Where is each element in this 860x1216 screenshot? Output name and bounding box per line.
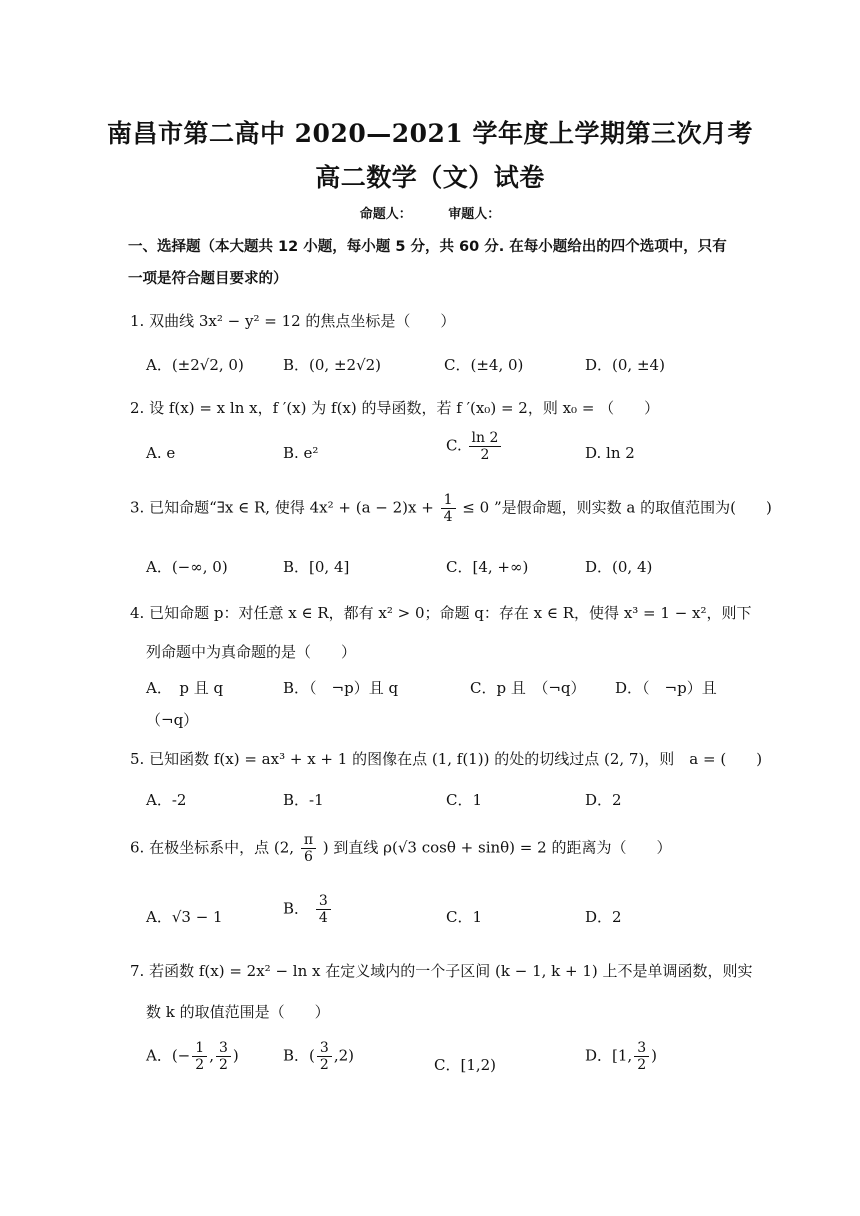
reviewer-label: 审题人： xyxy=(448,207,501,222)
fraction-numerator: ln 2 xyxy=(469,430,502,447)
option-c: C．1 xyxy=(446,908,483,926)
option-a: A． p 且 q xyxy=(146,679,224,697)
question-number: 7. xyxy=(130,962,145,980)
option-c: C．(±4, 0) xyxy=(444,356,524,374)
fraction xyxy=(317,1040,332,1073)
question-number: 5. xyxy=(130,750,145,768)
question-stem-start: 已知命题“∃x ∈ R, 使得 4x² + (a − 2)x + xyxy=(149,498,434,517)
question-2 xyxy=(130,397,659,418)
fraction-denominator: 4 xyxy=(318,910,328,927)
option-label: B． xyxy=(283,899,310,918)
question-number: 1. xyxy=(130,312,145,330)
fraction xyxy=(316,893,331,926)
exam-subtitle: 高二数学（文）试卷 xyxy=(315,163,545,192)
fraction xyxy=(301,832,316,865)
option-d-continued: （¬q） xyxy=(146,711,199,729)
option-suffix: ) xyxy=(232,1046,239,1065)
option-d: D. ln 2 xyxy=(585,444,635,462)
question-6 xyxy=(130,832,671,865)
option-c: C．p 且 （¬q） xyxy=(470,679,586,697)
fraction xyxy=(469,430,502,463)
option-a: A．(±2√2, 0) xyxy=(146,356,244,374)
section-heading-line1: 一、选择题（本大题共 12 小题，每小题 5 分，共 60 分. 在每小题给出的四个选项中，只有 xyxy=(128,239,727,255)
option-suffix: ,2) xyxy=(333,1046,354,1065)
option-a: A．(−∞, 0) xyxy=(146,558,228,576)
fraction-denominator: 2 xyxy=(319,1057,329,1074)
question-number: 4. xyxy=(130,604,145,622)
option-b: B．-1 xyxy=(283,791,324,809)
fraction-denominator: 2 xyxy=(218,1057,228,1074)
fraction-denominator: 4 xyxy=(443,509,453,526)
option-label: C. xyxy=(446,436,462,455)
option-c: C．1 xyxy=(446,791,483,809)
question-number: 3. xyxy=(130,498,145,517)
option-a: A．√3 − 1 xyxy=(146,908,223,926)
fraction-numerator: 3 xyxy=(634,1040,649,1057)
question-stem-line2: 列命题中为真命题的是（ ） xyxy=(146,643,357,661)
question-stem-start: 在极坐标系中，点 (2, xyxy=(149,838,295,857)
option-b: B．(0, ±2√2) xyxy=(283,356,382,374)
fraction-denominator: 2 xyxy=(480,447,490,464)
option-b: B．（ ¬p）且 q xyxy=(283,679,399,697)
question-1 xyxy=(130,310,455,331)
authors-line xyxy=(0,203,860,222)
question-number: 2. xyxy=(130,399,145,417)
question-stem: 双曲线 3x² − y² = 12 的焦点坐标是（ ） xyxy=(149,312,456,330)
option-c xyxy=(446,430,503,463)
option-a: A. e xyxy=(146,444,176,462)
option-b xyxy=(283,893,333,926)
fraction-numerator: 3 xyxy=(216,1040,231,1057)
option-d: D．（ ¬p）且 xyxy=(615,679,717,697)
fraction-numerator: 1 xyxy=(441,492,456,509)
fraction-numerator: π xyxy=(301,832,316,849)
option-d xyxy=(585,1040,657,1073)
setter-label: 命题人： xyxy=(359,207,412,222)
option-label: B．( xyxy=(283,1046,315,1065)
question-stem: 已知函数 f(x) = ax³ + x + 1 的图像在点 (1, f(1)) 的处的切线过点 (2, 7)，则 a = ( ) xyxy=(149,750,763,768)
option-b xyxy=(283,1040,354,1073)
question-stem-line2: 数 k 的取值范围是（ ） xyxy=(146,1003,330,1021)
option-d: D．2 xyxy=(585,791,622,809)
option-d: D．2 xyxy=(585,908,622,926)
fraction-denominator: 2 xyxy=(637,1057,647,1074)
option-d: D．(0, 4) xyxy=(585,558,653,576)
fraction xyxy=(441,492,456,525)
question-stem-line1: 若函数 f(x) = 2x² − ln x 在定义域内的一个子区间 (k − 1, k + 1) 上不是单调函数，则实 xyxy=(149,962,753,980)
option-c: C．[1,2) xyxy=(434,1056,497,1074)
option-a: A．-2 xyxy=(146,791,187,809)
fraction-numerator: 1 xyxy=(192,1040,207,1057)
option-label: D．[1, xyxy=(585,1046,633,1065)
question-number: 6. xyxy=(130,838,145,857)
question-stem: 设 f(x) = x ln x，f ′(x) 为 f(x) 的导函数，若 f ′(x₀) = 2，则 x₀ = （ ） xyxy=(149,399,660,417)
question-5 xyxy=(130,748,762,769)
fraction xyxy=(192,1040,207,1073)
question-4 xyxy=(130,602,752,623)
separator: , xyxy=(209,1046,214,1065)
option-c: C．[4, +∞) xyxy=(446,558,529,576)
fraction-numerator: 3 xyxy=(317,1040,332,1057)
question-3 xyxy=(130,492,772,525)
fraction xyxy=(216,1040,231,1073)
section-heading xyxy=(128,231,738,295)
section-heading-line2: 一项是符合题目要求的） xyxy=(128,271,288,287)
option-b: B. e² xyxy=(283,444,319,462)
option-d: D．(0, ±4) xyxy=(585,356,665,374)
question-stem-line1: 已知命题 p：对任意 x ∈ R，都有 x² > 0；命题 q：存在 x ∈ R，使得 x³ = 1 − x²，则下 xyxy=(149,604,752,622)
option-b: B．[0, 4] xyxy=(283,558,350,576)
question-7 xyxy=(130,960,753,981)
option-a xyxy=(146,1040,239,1073)
exam-title: 南昌市第二高中 2020—2021 学年度上学期第三次月考 xyxy=(106,119,754,148)
fraction-numerator: 3 xyxy=(316,893,331,910)
question-stem-end: ≤ 0 ”是假命题，则实数 a 的取值范围为( ) xyxy=(462,498,772,517)
option-label: A．(− xyxy=(146,1046,191,1065)
question-stem-end: ) 到直线 ρ(√3 cosθ + sinθ) = 2 的距离为（ ） xyxy=(322,838,672,857)
fraction xyxy=(634,1040,649,1073)
fraction-denominator: 6 xyxy=(303,849,313,866)
fraction-denominator: 2 xyxy=(195,1057,205,1074)
option-suffix: ) xyxy=(651,1046,657,1065)
